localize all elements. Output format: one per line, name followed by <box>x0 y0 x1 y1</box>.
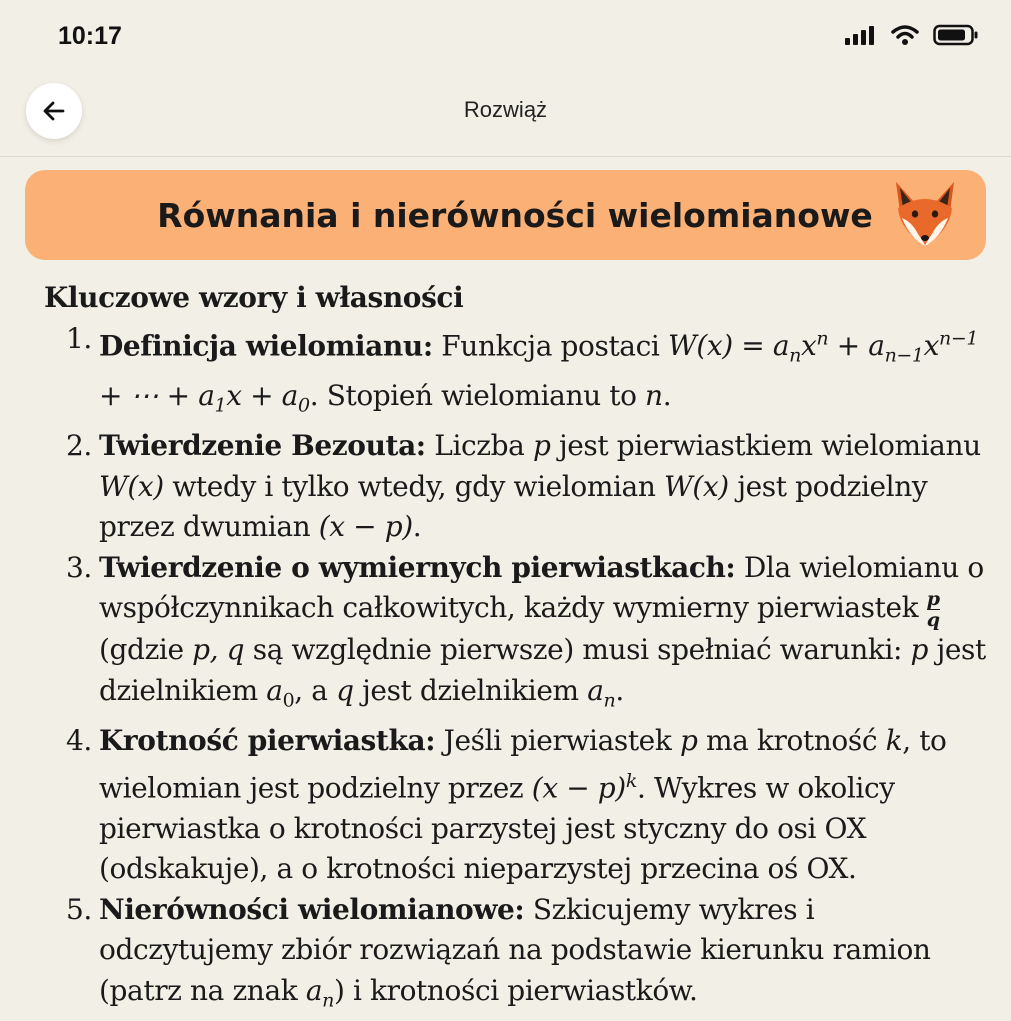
item-text: jest dzielnikiem <box>99 633 986 707</box>
math-part: n <box>816 328 828 350</box>
list-item <box>44 319 994 427</box>
math-part: p, q <box>192 633 244 666</box>
math-part: n−1 <box>939 328 978 350</box>
math-part: x <box>924 329 939 362</box>
item-number: 2. <box>66 426 92 467</box>
fox-icon <box>890 178 960 252</box>
item-text: ) i krotności pierwiastków. <box>334 974 698 1007</box>
item-title: Twierdzenie Bezouta: <box>99 429 426 462</box>
item-text: , to wielomian jest podzielny przez <box>99 724 947 805</box>
banner-title: Równania i nierówności wielomianowe <box>85 196 945 235</box>
math-part: + ⋯ + a <box>99 379 215 412</box>
item-number: 5. <box>66 890 92 931</box>
math-part: n <box>789 344 801 366</box>
item-text: . Stopień wielomianu to <box>310 379 645 412</box>
nav-bar <box>0 80 1011 157</box>
item-title: Nierówności wielomianowe: <box>99 893 524 926</box>
math-part: n <box>322 990 334 1012</box>
math-part: 1 <box>215 395 227 417</box>
item-text: . Wykres w okolicy pierwiastka o krotności parzystej jest styczny do osi OX (odskakuje), a o krotności nieparzystej przecina oś OX. <box>99 771 895 885</box>
item-text: są względnie pierwsze) musi spełniać warunki: <box>244 633 910 666</box>
math-part: n−1 <box>885 344 924 366</box>
item-text: Dla wielomianu o współczynnikach całkowitych, każdy wymierny pierwiastek <box>99 551 984 625</box>
math-part: (x − p) <box>532 771 626 804</box>
item-text: , a <box>294 674 336 707</box>
math-part: n <box>645 379 663 412</box>
fraction-denominator: q <box>927 609 940 630</box>
item-title: Definicja wielomianu: <box>99 329 433 362</box>
math-part: k <box>886 724 903 757</box>
item-text: Jeśli pierwiastek <box>435 724 680 757</box>
item-number: 3. <box>66 548 92 589</box>
item-title: Krotność pierwiastka: <box>99 724 435 757</box>
math-part: x + a <box>226 379 298 412</box>
math-part: + a <box>828 329 884 362</box>
item-text: (gdzie <box>99 633 192 666</box>
math-part: a <box>587 674 603 707</box>
math-part: n <box>603 689 615 711</box>
math-part: (x − p) <box>319 510 413 543</box>
math-part: q <box>336 674 354 707</box>
list-item <box>44 548 994 721</box>
item-text: . <box>413 510 422 543</box>
math-part: 0 <box>283 689 295 711</box>
math-part: a <box>266 674 282 707</box>
math-part: a <box>306 974 322 1007</box>
list-item <box>44 426 994 548</box>
math-part: 0 <box>298 395 310 417</box>
item-text: ma krotność <box>697 724 885 757</box>
item-text: Liczba <box>426 429 533 462</box>
list-item <box>44 721 994 890</box>
item-text: wtedy i tylko wtedy, gdy wielomian <box>164 470 664 503</box>
battery-icon <box>933 24 979 46</box>
item-text: . <box>615 674 624 707</box>
status-bar <box>0 0 1011 80</box>
nav-title: Rozwiąż <box>0 97 1011 123</box>
status-icons <box>845 24 979 46</box>
math-part: p <box>533 429 551 462</box>
math-part: W(x) <box>664 470 729 503</box>
status-time: 10:17 <box>58 22 122 51</box>
item-text: Szkicujemy wykres i odczytujemy zbiór rozwiązań na podstawie kierunku ramion (patrz na znak <box>99 893 931 1007</box>
item-number: 1. <box>66 319 92 360</box>
item-text: jest pierwiastkiem wielomianu <box>550 429 980 462</box>
math-part: W(x) <box>99 470 164 503</box>
item-text: Funkcja postaci <box>433 329 668 362</box>
math-part: p <box>911 633 929 666</box>
item-text: jest podzielny przez dwumian <box>99 470 927 544</box>
item-title: Twierdzenie o wymiernych pierwiastkach: <box>99 551 735 584</box>
math-part: k <box>626 770 637 792</box>
list-item <box>44 890 994 1021</box>
item-text: jest dzielnikiem <box>354 674 588 707</box>
math-part: p <box>680 724 698 757</box>
fraction-numerator: p <box>927 589 940 609</box>
signal-icon <box>845 25 877 45</box>
content <box>44 278 994 1021</box>
fraction-p-over-q <box>927 589 940 630</box>
section-title: Kluczowe wzory i własności <box>44 278 994 319</box>
topic-banner <box>25 170 986 260</box>
item-number: 4. <box>66 721 92 762</box>
formula-list <box>44 319 994 1021</box>
math-part: x <box>801 329 816 362</box>
math-part: W(x) = a <box>668 329 789 362</box>
wifi-icon <box>891 24 919 46</box>
item-text: . <box>663 379 672 412</box>
